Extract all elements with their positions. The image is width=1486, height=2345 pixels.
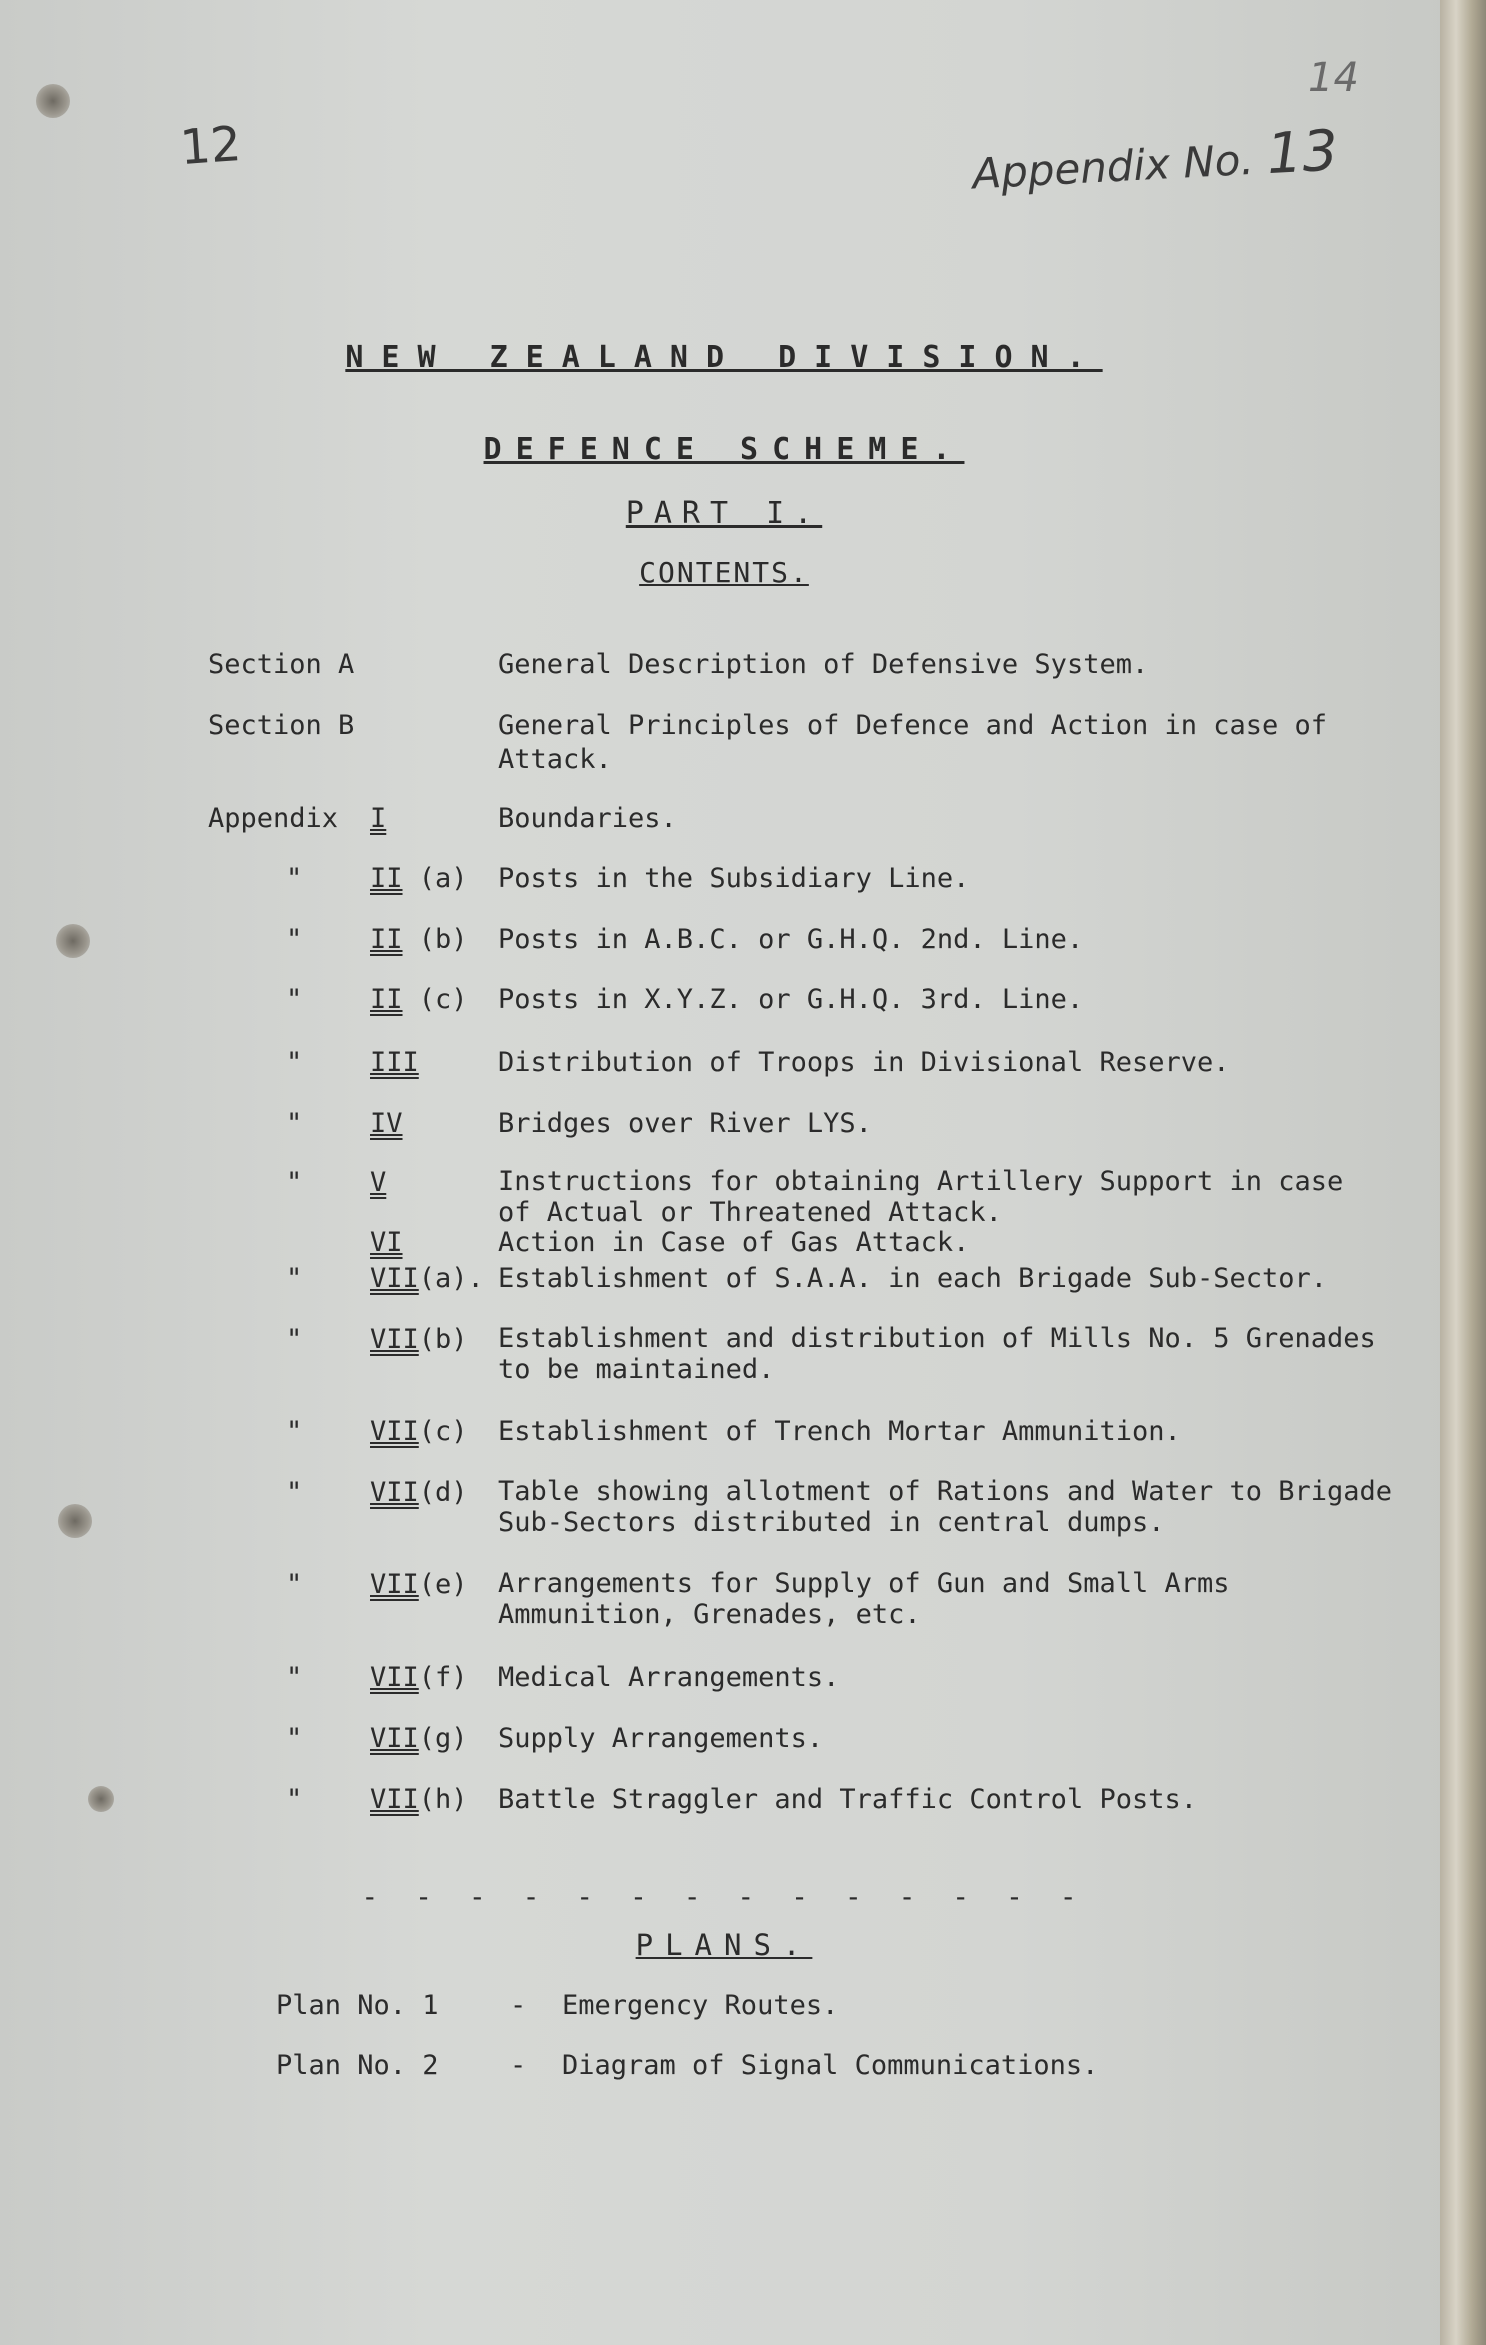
appendix-text: Bridges over River LYS. bbox=[498, 1108, 872, 1139]
appendix-prefix: " bbox=[286, 1723, 303, 1754]
appendix-suffix: (g) bbox=[418, 1723, 468, 1754]
appendix-prefix: " bbox=[286, 984, 303, 1015]
appendix-numeral bbox=[370, 1226, 403, 1260]
roman-numeral: VII bbox=[370, 1662, 419, 1693]
division-title: NEW ZEALAND DIVISION. bbox=[345, 340, 1103, 375]
appendix-text: Posts in A.B.C. or G.H.Q. 2nd. Line. bbox=[498, 924, 1084, 955]
appendix-numeral bbox=[370, 1262, 484, 1296]
divider: - - - - - - - - - - - - - - bbox=[361, 1880, 1087, 1913]
plan-separator: - bbox=[510, 1990, 527, 2021]
appendix-text: Arrangements for Supply of Gun and Small Arms Ammunition, Grenades, etc. bbox=[498, 1568, 1230, 1630]
appendix-suffix: (h) bbox=[418, 1784, 468, 1815]
appendix-text: Medical Arrangements. bbox=[498, 1662, 840, 1693]
appendix-prefix: " bbox=[286, 1167, 303, 1198]
appendix-text: Posts in the Subsidiary Line. bbox=[498, 863, 970, 894]
appendix-numeral bbox=[370, 1476, 468, 1510]
appendix-numeral bbox=[370, 1107, 403, 1141]
appendix-numeral bbox=[370, 1722, 468, 1756]
appendix-numeral bbox=[370, 1661, 468, 1695]
roman-numeral: I bbox=[370, 803, 387, 834]
appendix-text: Establishment of S.A.A. in each Brigade Sub-Sector. bbox=[498, 1263, 1328, 1294]
appendix-numeral bbox=[370, 1323, 468, 1357]
roman-numeral: VII bbox=[370, 1784, 419, 1815]
appendix-text: Posts in X.Y.Z. or G.H.Q. 3rd. Line. bbox=[498, 984, 1084, 1015]
roman-numeral: V bbox=[370, 1167, 387, 1198]
contents-title: CONTENTS. bbox=[639, 556, 809, 589]
plan-label: Plan No. 1 bbox=[276, 1990, 439, 2021]
punch-hole bbox=[56, 924, 90, 958]
appendix-numeral bbox=[370, 983, 468, 1017]
appendix-prefix: " bbox=[286, 1477, 303, 1508]
appendix-text: Supply Arrangements. bbox=[498, 1723, 824, 1754]
appendix-prefix: " bbox=[286, 1569, 303, 1600]
section-text: General Principles of Defence and Action in case of Attack. bbox=[498, 710, 1328, 775]
appendix-numeral bbox=[370, 923, 468, 957]
appendix-numeral bbox=[370, 802, 386, 836]
appendix-prefix: " bbox=[286, 1784, 303, 1815]
appendix-text: Establishment and distribution of Mills No. 5 Grenades to be maintained. bbox=[498, 1323, 1376, 1385]
appendix-suffix: (c) bbox=[418, 1416, 468, 1447]
appendix-prefix: " bbox=[286, 1416, 303, 1447]
appendix-label: Appendix No. bbox=[971, 134, 1255, 199]
punch-hole bbox=[88, 1786, 114, 1812]
appendix-prefix: " bbox=[286, 924, 303, 955]
appendix-numeral bbox=[370, 1568, 468, 1602]
appendix-prefix: " bbox=[286, 1662, 303, 1693]
appendix-text: Establishment of Trench Mortar Ammunition. bbox=[498, 1416, 1181, 1447]
appendix-number: 13 bbox=[1265, 118, 1340, 188]
roman-numeral: VI bbox=[370, 1227, 403, 1258]
section-text: General Description of Defensive System. bbox=[498, 649, 1149, 680]
appendix-numeral bbox=[370, 1415, 468, 1449]
appendix-text: Distribution of Troops in Divisional Reserve. bbox=[498, 1047, 1230, 1078]
appendix-text: Action in Case of Gas Attack. bbox=[498, 1227, 970, 1258]
roman-numeral: II bbox=[370, 984, 403, 1015]
appendix-text: Boundaries. bbox=[498, 803, 677, 834]
roman-numeral: VII bbox=[370, 1723, 419, 1754]
appendix-numeral bbox=[370, 1046, 419, 1080]
appendix-suffix: (b) bbox=[418, 1324, 468, 1355]
plans-heading: PLANS. bbox=[635, 1928, 813, 1962]
roman-numeral: IV bbox=[370, 1108, 403, 1139]
scheme-title: DEFENCE SCHEME. bbox=[483, 432, 965, 467]
appendix-suffix: (e) bbox=[418, 1569, 468, 1600]
punch-hole bbox=[58, 1504, 92, 1538]
appendix-suffix: (b) bbox=[418, 924, 468, 955]
roman-numeral: III bbox=[370, 1047, 419, 1078]
appendix-prefix: " bbox=[286, 863, 303, 894]
appendix-numeral bbox=[370, 862, 468, 896]
appendix-suffix: (d) bbox=[418, 1477, 468, 1508]
appendix-prefix: " bbox=[286, 1047, 303, 1078]
plan-label: Plan No. 2 bbox=[276, 2050, 439, 2081]
appendix-prefix: " bbox=[286, 1108, 303, 1139]
corner-number: 14 bbox=[1308, 55, 1359, 101]
appendix-suffix: (f) bbox=[418, 1662, 468, 1693]
roman-numeral: VII bbox=[370, 1263, 419, 1294]
section-label: Section A bbox=[208, 649, 355, 680]
appendix-numeral bbox=[370, 1783, 468, 1817]
roman-numeral: VII bbox=[370, 1416, 419, 1447]
plan-separator: - bbox=[510, 2050, 527, 2081]
appendix-prefix: " bbox=[286, 1324, 303, 1355]
appendix-text: Battle Straggler and Traffic Control Posts. bbox=[498, 1784, 1197, 1815]
punch-hole bbox=[36, 84, 70, 118]
appendix-text: Table showing allotment of Rations and Water to Brigade Sub-Sectors distributed in central dumps. bbox=[498, 1476, 1393, 1538]
plan-text: Diagram of Signal Communications. bbox=[562, 2050, 1099, 2081]
part-title: PART I. bbox=[625, 496, 823, 531]
roman-numeral: VII bbox=[370, 1477, 419, 1508]
appendix-suffix: (a). bbox=[418, 1263, 484, 1294]
plan-text: Emergency Routes. bbox=[562, 1990, 839, 2021]
roman-numeral: II bbox=[370, 924, 403, 955]
appendix-prefix: " bbox=[286, 1263, 303, 1294]
page-number: 12 bbox=[178, 115, 243, 177]
appendix-text: Instructions for obtaining Artillery Support in case of Actual or Threatened Attack. bbox=[498, 1166, 1344, 1228]
section-label: Section B bbox=[208, 710, 355, 741]
appendix-prefix: Appendix bbox=[208, 803, 339, 834]
appendix-numeral bbox=[370, 1166, 386, 1200]
roman-numeral: VII bbox=[370, 1324, 419, 1355]
appendix-suffix: (c) bbox=[418, 984, 468, 1015]
roman-numeral: II bbox=[370, 863, 403, 894]
appendix-suffix: (a) bbox=[418, 863, 468, 894]
roman-numeral: VII bbox=[370, 1569, 419, 1600]
